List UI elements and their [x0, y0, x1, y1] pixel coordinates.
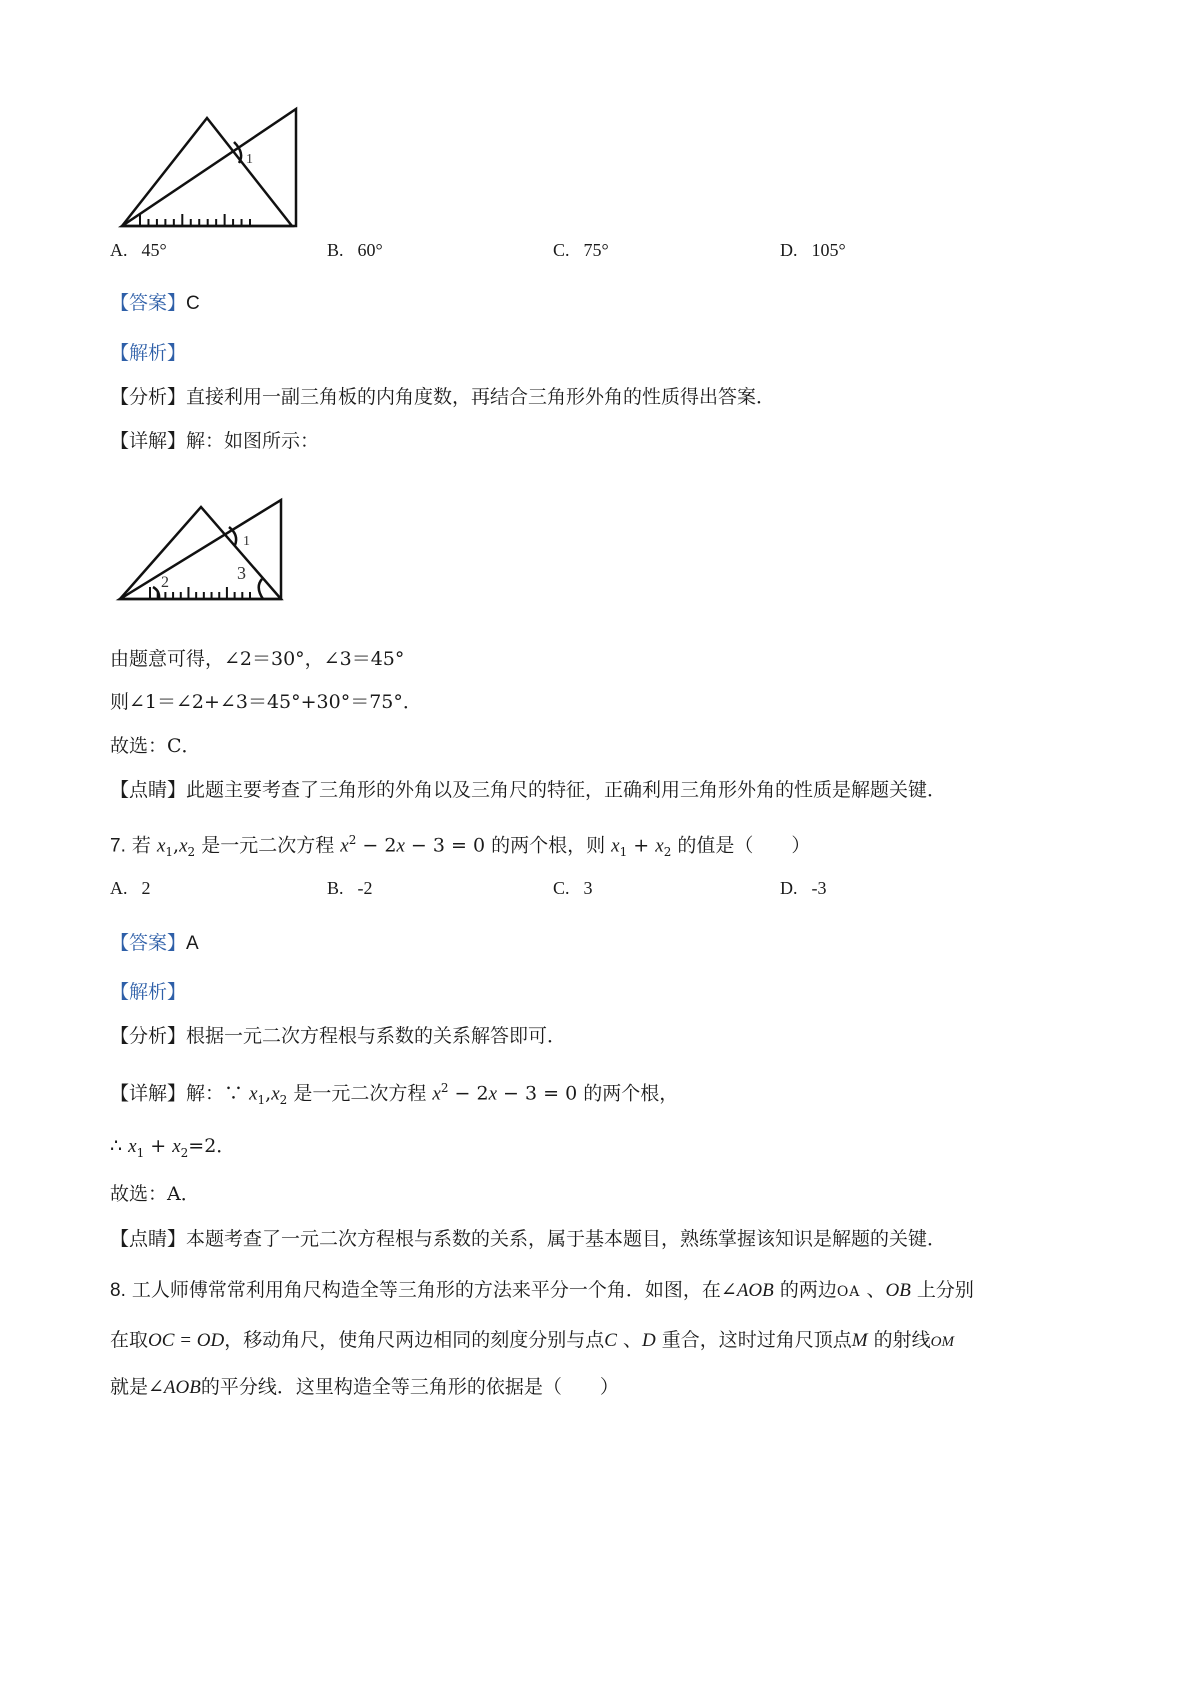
q6-choice-c[interactable]: C. 75°: [553, 240, 609, 260]
angle-label-2: 2: [161, 574, 169, 591]
q7-answer: 【答案】A: [110, 932, 199, 954]
q7-analysis: 【分析】根据一元二次方程根与系数的关系解答即可．: [110, 1025, 567, 1047]
q6-comment: 【点睛】此题主要考查了三角形的外角以及三角尺的特征，正确利用三角形外角的性质是解题关键．: [110, 779, 947, 801]
q6-solution-line-2: 则∠1＝∠2+∠3＝45°+30°＝75°．: [110, 691, 422, 713]
q6-choice-d[interactable]: D. 105°: [780, 240, 846, 260]
q7-jiexi: 【解析】: [110, 981, 187, 1003]
q7-choice-c[interactable]: C. 3: [553, 878, 593, 898]
triangle-ruler-figure-1: [110, 105, 300, 230]
q7-stem: 7. 若 $x_1,x_2$ 是一元二次方程 $x^2 - 2x - 3 = 0$ 的两个根，则 $x_1 + x_2$ 的值是（ ）: [110, 833, 811, 860]
q6-choices: [110, 240, 1110, 270]
q8-stem-line-3: 就是∠AOB的平分线．这里构造全等三角形的依据是（ ）: [110, 1376, 619, 1398]
q6-choice-a[interactable]: A. 45°: [110, 240, 167, 260]
q6-solution-line-3: 故选：C．: [110, 735, 201, 757]
q6-jiexi: 【解析】: [110, 342, 187, 364]
q7-detail: 【详解】解：∵ $x_1,x_2$ 是一元二次方程 $x^2 - 2x - 3 = 0$ 的两个根，: [110, 1081, 679, 1108]
q6-answer: 【答案】C: [110, 292, 200, 314]
q7-choose: 故选：A．: [110, 1183, 200, 1205]
q7-choice-a[interactable]: A. 2: [110, 878, 151, 898]
q6-analysis: 【分析】直接利用一副三角板的内角度数，再结合三角形外角的性质得出答案．: [110, 386, 776, 408]
q6-choice-b[interactable]: B. 60°: [327, 240, 383, 260]
q7-comment: 【点睛】本题考查了一元二次方程根与系数的关系，属于基本题目，熟练掌握该知识是解题的关键．: [110, 1228, 947, 1250]
q8-stem-line-1: 8. 工人师傅常常利用角尺构造全等三角形的方法来平分一个角．如图，在∠AOB 的两边OA 、OB 上分别: [110, 1279, 974, 1301]
q6-detail: 【详解】解：如图所示：: [110, 430, 320, 452]
q7-choice-d[interactable]: D. -3: [780, 878, 827, 898]
q7-result: ∴ $x_1 + x_2=2$．: [110, 1135, 236, 1160]
angle-label-3: 3: [237, 563, 246, 583]
q7-choices: [110, 878, 1110, 908]
q6-solution-line-1: 由题意可得，∠2＝30°，∠3＝45°: [110, 648, 405, 670]
angle-label-1: 1: [246, 152, 253, 167]
angle-label-1: 1: [243, 534, 250, 549]
q7-choice-b[interactable]: B. -2: [327, 878, 373, 898]
triangle-ruler-figure-2: [115, 495, 290, 605]
q8-stem-line-2: 在取OC = OD，移动角尺，使角尺两边相同的刻度分别与点C 、D 重合，这时过角尺顶点M 的射线OM: [110, 1329, 954, 1351]
